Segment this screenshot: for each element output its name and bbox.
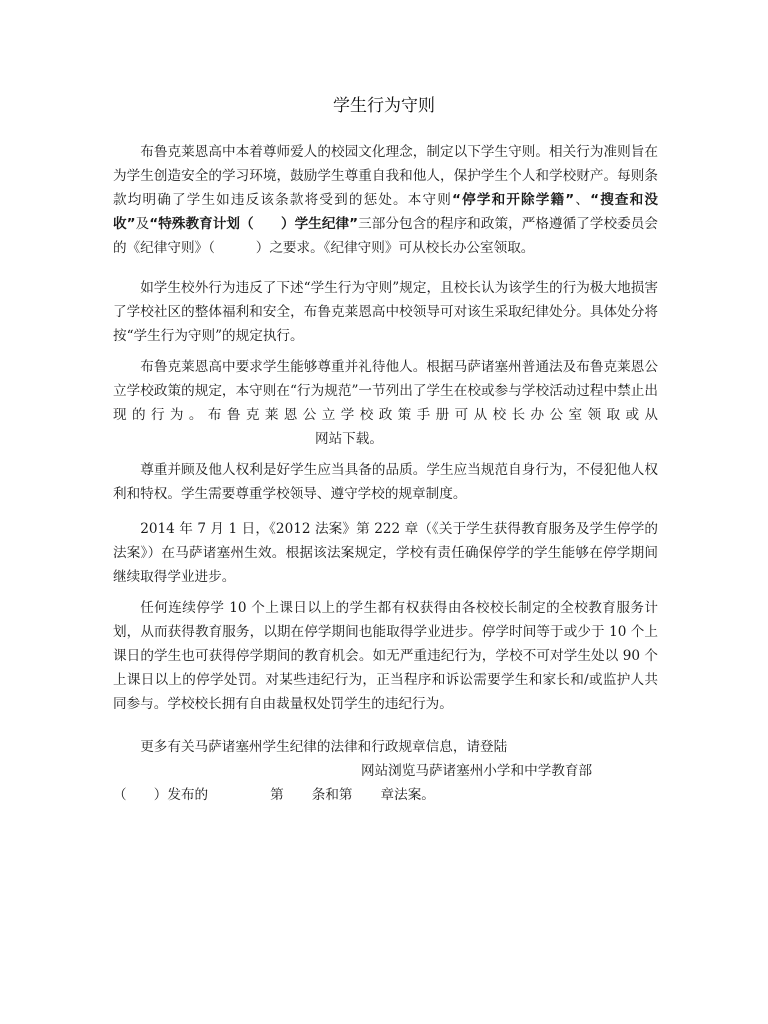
suspension-expulsion-term: “停学和开除学籍” (452, 192, 575, 208)
more-info-line-3-a: （ ）发布的 (113, 787, 209, 803)
paragraph-respect-policy (113, 355, 658, 451)
paragraph-more-info (113, 735, 658, 807)
intro-sep-1: 、 (574, 192, 591, 208)
more-info-line-1: 更多有关马萨诸塞州学生纪律的法律和行政规章信息，请登陆 (140, 739, 508, 755)
paragraph-off-campus-conduct: 如学生校外行为违反了下述“学生行为守则”规定，且校长认为该学生的行为极大地损害了学校社区的整体福利和安全，布鲁克莱恩高中校领导可对该生采取纪律处分。具体处分将按“学生行为守则”的规定执行。 (113, 280, 658, 344)
intro-sep-2: 及 (135, 216, 150, 232)
more-info-line-3-d: 章法案。 (380, 787, 435, 803)
respect-policy-tail-start: 或从 (625, 407, 659, 423)
intro-text-a: 布鲁克莱恩高中本着尊师爱人的校园文化理念，制定以下学生守则。相关行为准则旨在为学生创造安全的学习环境，鼓励学生尊重自我和他人，保护学生个人和学校财产。每则条款均明确了学生如违反该条款将受到的惩处。本守则 (113, 144, 658, 208)
more-info-line-3 (113, 783, 658, 807)
document-title: 学生行为守则 (333, 96, 435, 116)
special-education-discipline-term: “特殊教育计划（ ）学生纪律” (149, 216, 359, 232)
intro-text-b: 三部分包含的程序和政策，严格遵循了学校委员会的《纪律守则》（ ）之要求。《纪律守则》可从校长办公室领取。 (113, 216, 659, 256)
paragraph-rights: 尊重并顾及他人权利是好学生应当具备的品质。学生应当规范自身行为，不侵犯他人权利和特权。学生需要尊重学校领导、遵守学校的规章制度。 (113, 462, 658, 502)
more-info-line-3-b: 第 (270, 787, 284, 803)
more-info-line-3-c: 条和第 (311, 787, 353, 803)
more-info-line-2: 网站浏览马萨诸塞州小学和中学教育部 (361, 763, 593, 779)
search-seizure-term: “搜查和没收” (113, 192, 659, 232)
respect-policy-text: 布鲁克莱恩高中要求学生能够尊重并礼待他人。根据马萨诸塞州普通法及布鲁克莱恩公立学校政策的规定，本守则在“行为规范”一节列出了学生在校或参与学校活动过程中禁止出现的行为。布鲁克莱恩公立学校政策手册可从校长办公室领取 (113, 359, 658, 423)
paragraph-suspension-services: 任何连续停学 10 个上课日以上的学生都有权获得由各校校长制定的全校教育服务计划，从而获得教育服务，以期在停学期间也能取得学业进步。停学时间等于或少于 10 个上课日的学生也可获得停学期间的教育机会。如无严重违纪行为，学校不可对学生处以 90 个上课日以上的停学处罚。对某些违纪行为，正当程序和诉讼需要学生和家长和/或监护人共同参与。学校校长拥有自由裁量权处罚学生的违纪行为。 (113, 600, 658, 712)
paragraph-law-2012: 2014 年 7 月 1 日，《2012 法案》第 222 章（《关于学生获得教育服务及学生停学的法案》）在马萨诸塞州生效。根据该法案规定，学校有责任确保停学的学生能够在停学期间继续取得学业进步。 (113, 521, 658, 585)
respect-policy-tail-end: 网站下载。 (315, 431, 383, 447)
paragraph-intro (113, 140, 658, 260)
